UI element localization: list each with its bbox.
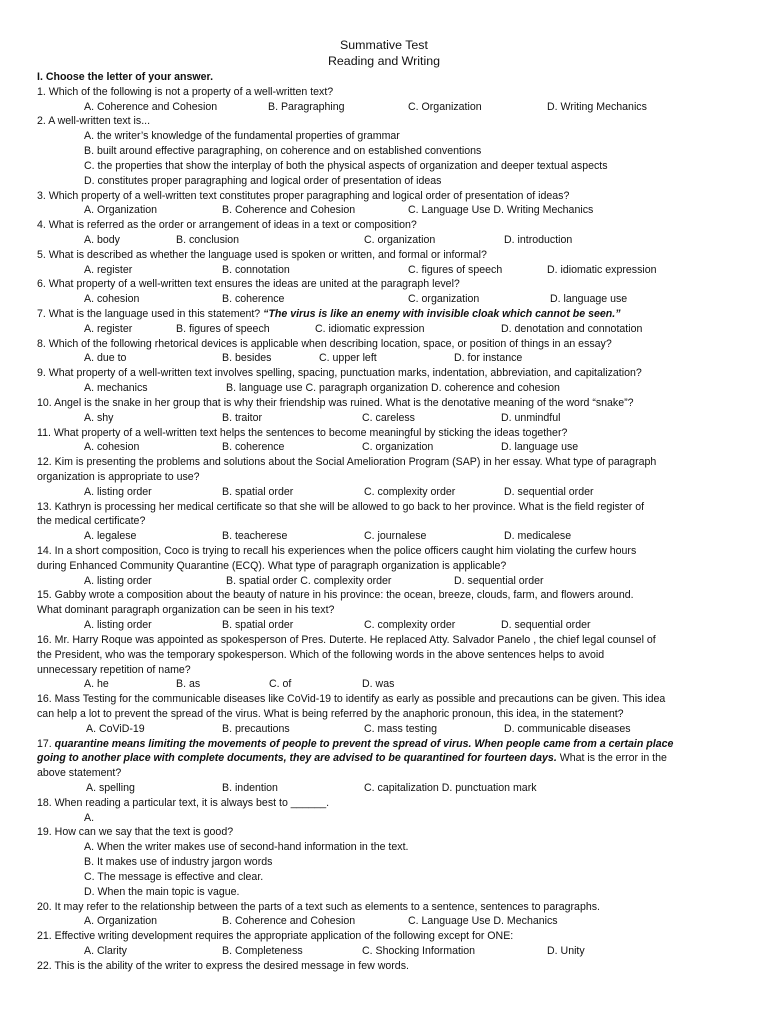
- answer-choices-row: [37, 722, 729, 737]
- answer-choice: C. the properties that show the interplay of both the physical aspects of organization and deeper textual aspects: [84, 159, 608, 172]
- answer-choices-row: [37, 381, 729, 396]
- answer-choice: C. journalese: [364, 530, 427, 543]
- answer-choice: C. idiomatic expression: [315, 322, 425, 335]
- answer-choice: A. register: [84, 322, 133, 335]
- question-text: 9. What property of a well-written text involves spelling, spacing, punctuation marks, indentation, abbreviation, and capitalization?: [37, 367, 642, 380]
- answer-choice: C. careless: [362, 411, 415, 424]
- answer-choice: C. complexity order: [364, 619, 456, 632]
- answer-choice: A. cohesion: [84, 441, 140, 454]
- answer-choice: D. Writing Mechanics: [547, 100, 647, 113]
- answer-choice: B. besides: [222, 352, 272, 365]
- question-text: 13. Kathryn is processing her medical certificate so that she will be allowed to go back to her province. What is the field register of: [37, 500, 645, 513]
- answer-choice: C. upper left: [319, 352, 377, 365]
- question-text: [37, 751, 729, 766]
- question-text: the President, who was the temporary spokesperson. Which of the following words in the above sentences helps to avoid: [37, 648, 605, 661]
- answer-choices-row: [37, 529, 729, 544]
- quoted-statement: “The virus is like an enemy with invisible cloak which cannot be seen.”: [263, 308, 621, 320]
- answer-choice: C. organization: [408, 293, 480, 306]
- question-text: 21. Effective writing development requires the appropriate application of the following except for ONE:: [37, 930, 514, 943]
- question-text: the medical certificate?: [37, 515, 146, 528]
- answer-choice: D. language use: [501, 441, 579, 454]
- answer-choice: D. medicalese: [504, 530, 572, 543]
- answer-choice: A. When the writer makes use of second-hand information in the text.: [84, 841, 409, 854]
- answer-choice: B. built around effective paragraphing, on coherence and on established conventions: [84, 145, 482, 158]
- answer-choices-row: [37, 351, 729, 366]
- answer-choices-row: [37, 485, 729, 500]
- answer-choices-row: [37, 203, 729, 218]
- answer-choices-row: [37, 677, 729, 692]
- answer-choice: B. figures of speech: [176, 322, 270, 335]
- answer-choice: C. organization: [364, 233, 436, 246]
- answer-choice: D. denotation and connotation: [501, 322, 643, 335]
- question-text: 8. Which of the following rhetorical devices is applicable when describing location, space, or position of things in an essay?: [37, 337, 612, 350]
- question-text: 16. Mass Testing for the communicable diseases like CoVid-19 to identify as early as possible and precautions can be given. This idea: [37, 693, 666, 706]
- answer-choice: B. coherence: [222, 441, 285, 454]
- question-text: 1. Which of the following is not a property of a well-written text?: [37, 85, 334, 98]
- answer-choices-row: [37, 574, 729, 589]
- answer-choice: A.: [84, 811, 95, 824]
- question-text: unnecessary repetition of name?: [37, 663, 191, 676]
- answer-choices-row: [37, 292, 729, 307]
- question-text: 14. In a short composition, Coco is trying to recall his experiences when the police officers caught him violating the curfew hours: [37, 545, 637, 557]
- question-text: 19. How can we say that the text is good?: [37, 826, 234, 839]
- answer-choice: B. spatial order C. complexity order: [226, 574, 392, 587]
- answer-choice: C. Organization: [408, 100, 482, 113]
- answer-choice: D. sequential order: [504, 485, 594, 498]
- answer-choice: C. Language Use D. Mechanics: [408, 915, 558, 928]
- answer-choice: C. of: [269, 678, 292, 691]
- answer-choice: A. body: [84, 233, 120, 246]
- answer-choice: A. Organization: [84, 915, 158, 928]
- question-text: [37, 737, 729, 752]
- answer-choice: C. capitalization D. punctuation mark: [364, 782, 537, 794]
- answer-choice: A. shy: [84, 411, 114, 424]
- answer-choice: D. idiomatic expression: [547, 263, 657, 276]
- answer-choices-row: [37, 781, 729, 796]
- quoted-statement: going to another place with complete documents, they are advised to be quarantined for fourteen days.: [37, 752, 557, 765]
- answer-choice: B. It makes use of industry jargon words: [84, 856, 273, 869]
- question-text-part: What is the error in the: [556, 752, 667, 765]
- answer-choice: A. Organization: [84, 204, 158, 217]
- question-text: 20. It may refer to the relationship between the parts of a text such as elements to a sentence, sentences to paragraphs.: [37, 900, 600, 913]
- answer-choice: D. When the main topic is vague.: [84, 885, 240, 898]
- answer-choice: D. sequential order: [501, 619, 591, 632]
- answer-choice: B. Coherence and Cohesion: [222, 204, 356, 217]
- answer-choice: A. cohesion: [84, 293, 140, 306]
- answer-choice: A. listing order: [84, 619, 152, 632]
- answer-choice: A. Clarity: [84, 944, 127, 957]
- answer-choice: C. mass testing: [364, 722, 438, 735]
- answer-choice: D. sequential order: [454, 574, 544, 587]
- answer-choice: D. language use: [550, 293, 628, 306]
- answer-choice: A. he: [84, 678, 109, 691]
- answer-choice: B. Completeness: [222, 944, 303, 957]
- answer-choice: A. the writer’s knowledge of the fundamental properties of grammar: [84, 130, 400, 143]
- answer-choice: B. Coherence and Cohesion: [222, 915, 356, 928]
- answer-choice: A. legalese: [84, 530, 137, 543]
- question-text: What dominant paragraph organization can be seen in his text?: [37, 604, 335, 617]
- answer-choice: D. for instance: [454, 352, 523, 365]
- answer-choice: D. Unity: [547, 944, 585, 957]
- answer-choice: A. listing order: [84, 485, 152, 498]
- page-title: Summative Test: [340, 38, 428, 52]
- answer-choice: B. spatial order: [222, 619, 294, 632]
- question-text: 12. Kim is presenting the problems and solutions about the Social Amelioration Program (SAP) in her essay. What type of paragraph: [37, 456, 657, 469]
- question-text: 16. Mr. Harry Roque was appointed as spokesperson of Pres. Duterte. He replaced Atty. Salvador Panelo , the chief legal counsel of: [37, 633, 656, 646]
- answer-choice: A. spelling: [86, 782, 135, 794]
- answer-choices-row: [37, 618, 729, 633]
- question-text: 18. When reading a particular text, it is always best to ______.: [37, 796, 330, 809]
- answer-choice: C. The message is effective and clear.: [84, 870, 264, 883]
- answer-choice: C. figures of speech: [408, 263, 503, 276]
- question-text-part: 7. What is the language used in this statement?: [37, 308, 264, 320]
- question-text: 15. Gabby wrote a composition about the beauty of nature in his province: the ocean, breeze, clouds, farm, and flowers around.: [37, 589, 634, 602]
- answer-choice: B. traitor: [222, 411, 263, 424]
- answer-choice: B. coherence: [222, 293, 285, 306]
- question-text: 10. Angel is the snake in her group that is why their friendship was ruined. What is the denotative meaning of the word “snake”?: [37, 396, 634, 409]
- answer-choice: B. conclusion: [176, 233, 240, 246]
- answer-choice: A. register: [84, 263, 133, 276]
- question-number: 17.: [37, 737, 55, 750]
- answer-choice: B. teacherese: [222, 530, 288, 543]
- answer-choice: A. CoViD-19: [86, 722, 145, 735]
- answer-choice: B. language use C. paragraph organization D. coherence and cohesion: [226, 382, 560, 395]
- question-text: 11. What property of a well-written text helps the sentences to become meaningful by sticking the ideas together?: [37, 426, 568, 439]
- question-text: during Enhanced Community Quarantine (ECQ). What type of paragraph organization is applicable?: [37, 559, 507, 572]
- answer-choice: D. introduction: [504, 233, 573, 246]
- question-text: [37, 307, 729, 322]
- answer-choice: D. was: [362, 678, 395, 691]
- answer-choices-row: [37, 233, 729, 248]
- answer-choice: B. spatial order: [222, 485, 294, 498]
- question-list: [37, 70, 729, 974]
- question-text: 6. What property of a well-written text ensures the ideas are united at the paragraph level?: [37, 278, 460, 291]
- answer-choices-row: [37, 263, 729, 278]
- answer-choices-row: [37, 914, 729, 929]
- question-text: above statement?: [37, 767, 122, 780]
- page-subtitle: Reading and Writing: [327, 54, 441, 68]
- question-text: 22. This is the ability of the writer to express the desired message in few words.: [37, 959, 409, 972]
- answer-choice: D. unmindful: [501, 411, 561, 424]
- quoted-statement: quarantine means limiting the movements of people to prevent the spread of virus. When people came from a certain place: [54, 737, 674, 750]
- answer-choice: B. Paragraphing: [268, 100, 345, 113]
- answer-choices-row: [37, 440, 729, 455]
- answer-choices-row: [37, 944, 729, 959]
- answer-choice: A. Coherence and Cohesion: [84, 100, 218, 113]
- answer-choice: A. mechanics: [84, 382, 148, 395]
- answer-choice: B. connotation: [222, 263, 290, 276]
- answer-choice: A. listing order: [84, 574, 152, 587]
- question-text: 3. Which property of a well-written text constitutes proper paragraphing and logical order of presentation of ideas?: [37, 189, 570, 202]
- section-heading: I. Choose the letter of your answer.: [37, 71, 214, 83]
- answer-choice: A. due to: [84, 352, 127, 365]
- question-text: 4. What is referred as the order or arrangement of ideas in a text or composition?: [37, 219, 417, 232]
- answer-choice: B. as: [176, 678, 201, 691]
- answer-choices-row: [37, 100, 729, 115]
- answer-choices-row: [37, 322, 729, 337]
- answer-choice: C. organization: [362, 441, 434, 454]
- question-text: can help a lot to prevent the spread of the virus. What is being referred by the anaphoric pronoun, this idea, in the statement?: [37, 707, 624, 720]
- answer-choice: B. precautions: [222, 722, 290, 735]
- answer-choice: C. complexity order: [364, 485, 456, 498]
- answer-choice: C. Shocking Information: [362, 944, 476, 957]
- question-text: 5. What is described as whether the language used is spoken or written, and formal or informal?: [37, 248, 487, 261]
- answer-choice: D. constitutes proper paragraphing and logical order of presentation of ideas: [84, 174, 442, 187]
- answer-choice: B. indention: [222, 782, 278, 794]
- answer-choices-row: [37, 411, 729, 426]
- question-text: organization is appropriate to use?: [37, 470, 200, 483]
- question-text: 2. A well-written text is...: [37, 115, 151, 128]
- answer-choice: D. communicable diseases: [504, 722, 631, 735]
- answer-choice: C. Language Use D. Writing Mechanics: [408, 204, 594, 217]
